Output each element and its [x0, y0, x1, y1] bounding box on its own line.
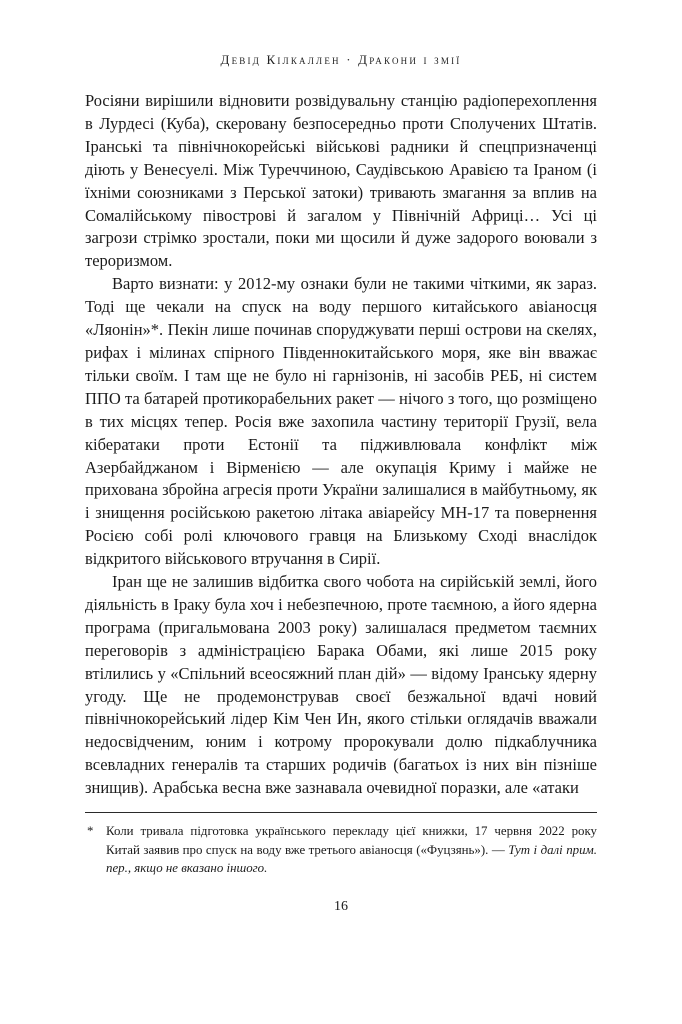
- page-text: [85, 90, 597, 800]
- paragraph: Варто визнати: у 2012-му ознаки були не такими чіткими, як зараз. Тоді ще чекали на спуск на воду першого китайського авіаносця «Ляонін»*. Пекін лише починав споруджувати перші острови на скелях, рифах і мілинах спірного Південнокитайського моря, яке він вважає тільки своїм. І там ще не було ні гарнізонів, ні засобів РЕБ, ні систем ППО та батарей протикорабельних ракет — нічого з того, що розміщено в тих місцях тепер. Росія вже захопила частину території Грузії, вела кібератаки проти Естонії та підживлювала конфлікт між Азербайджаном і Вірменією — але окупація Криму і майже не прихована збройна агресія проти України залишалися в майбутньому, як і знищення російською ракетою літака авіарейсу MH-17 та повернення Росією собі ролі ключового гравця на Близькому Сході внаслідок відкритого військового втручання в Сирії.: [85, 274, 597, 569]
- footnote-text: Коли тривала підготовка українського перекладу цієї книжки, 17 червня 2022 року Китай заявив про спуск на воду вже третього авіаносця («Фуцзянь»). —: [106, 824, 597, 857]
- footnote: [85, 822, 597, 877]
- paragraph: Іран ще не залишив відбитка свого чобота на сирійській землі, його діяльність в Іраку була хоч і небезпечною, проте таємною, а його ядерна програма (пригальмована 2003 року) залишалася предметом таємних переговорів з адміністрацією Барака Обами, які лише 2015 року втілились у «Спільний всеосяжний план дій» — відому Іранську ядерну угоду. Ще не продемонстрував своєї безжальної вдачі новий північнокорейський лідер Кім Чен Ин, якого стільки оглядачів вважали недосвідченим, юним і котрому пророкували долю підкаблучника всевладних генералів та старших родичів (багатьох із них він пізніше знищив). Арабська весна вже зазнавала очевидної поразки, але «атаки: [85, 572, 597, 798]
- running-header: Девід Кілкаллен · Дракони і змії: [220, 52, 462, 67]
- footnote-attribution: Тут і далі прим. пер., якщо не вказано іншого.: [106, 842, 597, 875]
- paragraph: Росіяни вирішили відновити розвідувальну станцію радіоперехоплення в Лурдесі (Куба), скеровану безпосередньо проти Сполучених Штатів. Іранські та північнокорейські військові радники й спецпризначенці діють у Венесуелі. Між Туреччиною, Саудівською Аравією та Іраном (і їхніми союзниками з Перської затоки) тривають змагання за вплив на Сомалійському півострові й загалом у Північній Африці… Усі ці загрози стрімко зростали, поки ми щосили й дуже задорого воювали з тероризмом.: [85, 91, 597, 271]
- footnote-separator: [85, 812, 597, 813]
- footnote-marker: *: [87, 824, 94, 839]
- page-number: 16: [334, 899, 348, 915]
